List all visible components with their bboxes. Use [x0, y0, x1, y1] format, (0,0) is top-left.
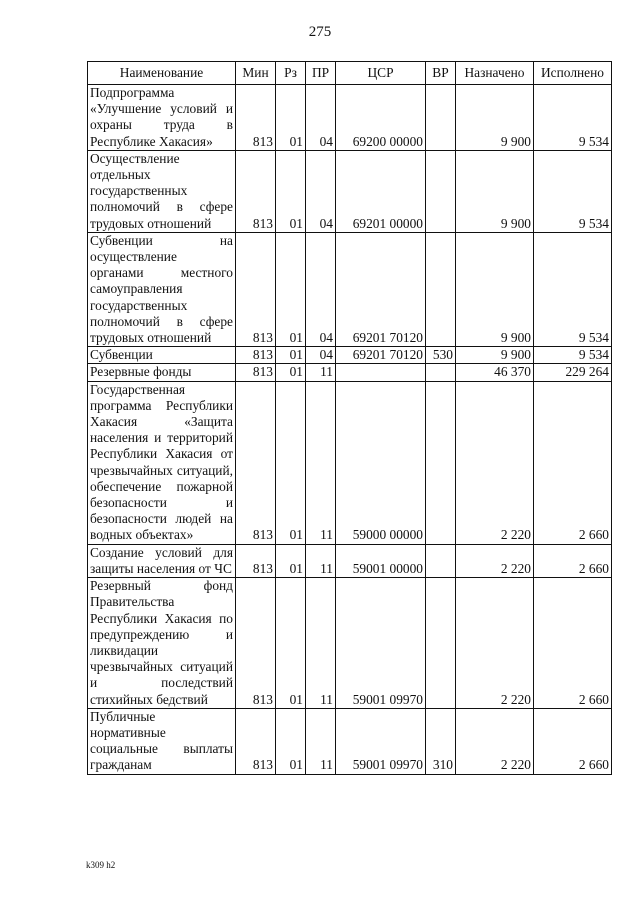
row-min: 813	[236, 232, 276, 346]
row-assigned: 2 220	[456, 708, 534, 774]
row-rz: 01	[276, 232, 306, 346]
row-pr: 11	[306, 544, 336, 577]
row-executed: 9 534	[534, 150, 612, 232]
header-name: Наименование	[88, 62, 236, 85]
table-row	[88, 347, 612, 364]
row-pr: 11	[306, 381, 336, 544]
table-row	[88, 578, 612, 709]
row-name: Субвенции	[88, 347, 236, 364]
row-vr: 310	[426, 708, 456, 774]
row-vr	[426, 381, 456, 544]
row-pr: 04	[306, 232, 336, 346]
budget-table	[87, 61, 612, 775]
row-min: 813	[236, 708, 276, 774]
row-executed: 9 534	[534, 347, 612, 364]
header-assigned: Назначено	[456, 62, 534, 85]
row-csr	[336, 364, 426, 381]
row-min: 813	[236, 578, 276, 709]
row-pr: 11	[306, 578, 336, 709]
row-min: 813	[236, 364, 276, 381]
footer-code: k309 h2	[86, 860, 116, 870]
row-csr: 59001 09970	[336, 708, 426, 774]
row-vr	[426, 232, 456, 346]
row-min: 813	[236, 150, 276, 232]
row-csr: 59001 00000	[336, 544, 426, 577]
row-executed: 9 534	[534, 232, 612, 346]
row-rz: 01	[276, 150, 306, 232]
row-name: Государственная программа Республики Хакасия «Защита населения и территорий Республики Хакасия от чрезвычайных ситуаций, обеспечение пожарной безопасности и безопасности людей на водных объектах»	[88, 381, 236, 544]
row-csr: 69201 70120	[336, 232, 426, 346]
row-executed: 2 660	[534, 578, 612, 709]
row-pr: 11	[306, 364, 336, 381]
header-rz: Рз	[276, 62, 306, 85]
row-min: 813	[236, 347, 276, 364]
page-number: 275	[308, 24, 332, 40]
row-assigned: 2 220	[456, 578, 534, 709]
table-row	[88, 232, 612, 346]
row-name: Публичные нормативные социальные выплаты гражданам	[88, 708, 236, 774]
row-pr: 04	[306, 85, 336, 151]
row-assigned: 2 220	[456, 544, 534, 577]
row-csr: 69201 00000	[336, 150, 426, 232]
table-row	[88, 85, 612, 151]
row-assigned: 9 900	[456, 347, 534, 364]
row-vr	[426, 150, 456, 232]
row-rz: 01	[276, 85, 306, 151]
row-vr	[426, 544, 456, 577]
row-min: 813	[236, 544, 276, 577]
row-assigned: 9 900	[456, 85, 534, 151]
row-csr: 59001 09970	[336, 578, 426, 709]
row-name: Резервный фонд Правительства Республики Хакасия по предупреждению и ликвидации чрезвычайных ситуаций и последствий стихийных бедствий	[88, 578, 236, 709]
table-header-row	[88, 62, 612, 85]
row-pr: 04	[306, 347, 336, 364]
row-assigned: 9 900	[456, 150, 534, 232]
row-executed: 229 264	[534, 364, 612, 381]
row-min: 813	[236, 381, 276, 544]
row-rz: 01	[276, 578, 306, 709]
row-pr: 04	[306, 150, 336, 232]
header-csr: ЦСР	[336, 62, 426, 85]
row-rz: 01	[276, 544, 306, 577]
row-name: Осуществление отдельных государственных полномочий в сфере трудовых отношений	[88, 150, 236, 232]
table-row	[88, 708, 612, 774]
row-executed: 2 660	[534, 544, 612, 577]
row-csr: 69201 70120	[336, 347, 426, 364]
row-assigned: 9 900	[456, 232, 534, 346]
header-min: Мин	[236, 62, 276, 85]
row-assigned: 2 220	[456, 381, 534, 544]
row-executed: 9 534	[534, 85, 612, 151]
header-executed: Исполнено	[534, 62, 612, 85]
header-vr: ВР	[426, 62, 456, 85]
row-rz: 01	[276, 708, 306, 774]
row-assigned: 46 370	[456, 364, 534, 381]
row-name: Резервные фонды	[88, 364, 236, 381]
row-csr: 69200 00000	[336, 85, 426, 151]
row-vr	[426, 364, 456, 381]
row-rz: 01	[276, 381, 306, 544]
row-vr	[426, 85, 456, 151]
row-executed: 2 660	[534, 381, 612, 544]
row-vr: 530	[426, 347, 456, 364]
row-name: Субвенции на осуществление органами местного самоуправления государственных полномочий в сфере трудовых отношений	[88, 232, 236, 346]
table-row	[88, 150, 612, 232]
header-pr: ПР	[306, 62, 336, 85]
row-pr: 11	[306, 708, 336, 774]
table-row	[88, 381, 612, 544]
row-rz: 01	[276, 347, 306, 364]
row-rz: 01	[276, 364, 306, 381]
row-csr: 59000 00000	[336, 381, 426, 544]
table-row	[88, 544, 612, 577]
table-row	[88, 364, 612, 381]
row-vr	[426, 578, 456, 709]
row-executed: 2 660	[534, 708, 612, 774]
row-name: Подпрограмма «Улучшение условий и охраны труда в Республике Хакасия»	[88, 85, 236, 151]
row-min: 813	[236, 85, 276, 151]
row-name: Создание условий для защиты населения от ЧС	[88, 544, 236, 577]
